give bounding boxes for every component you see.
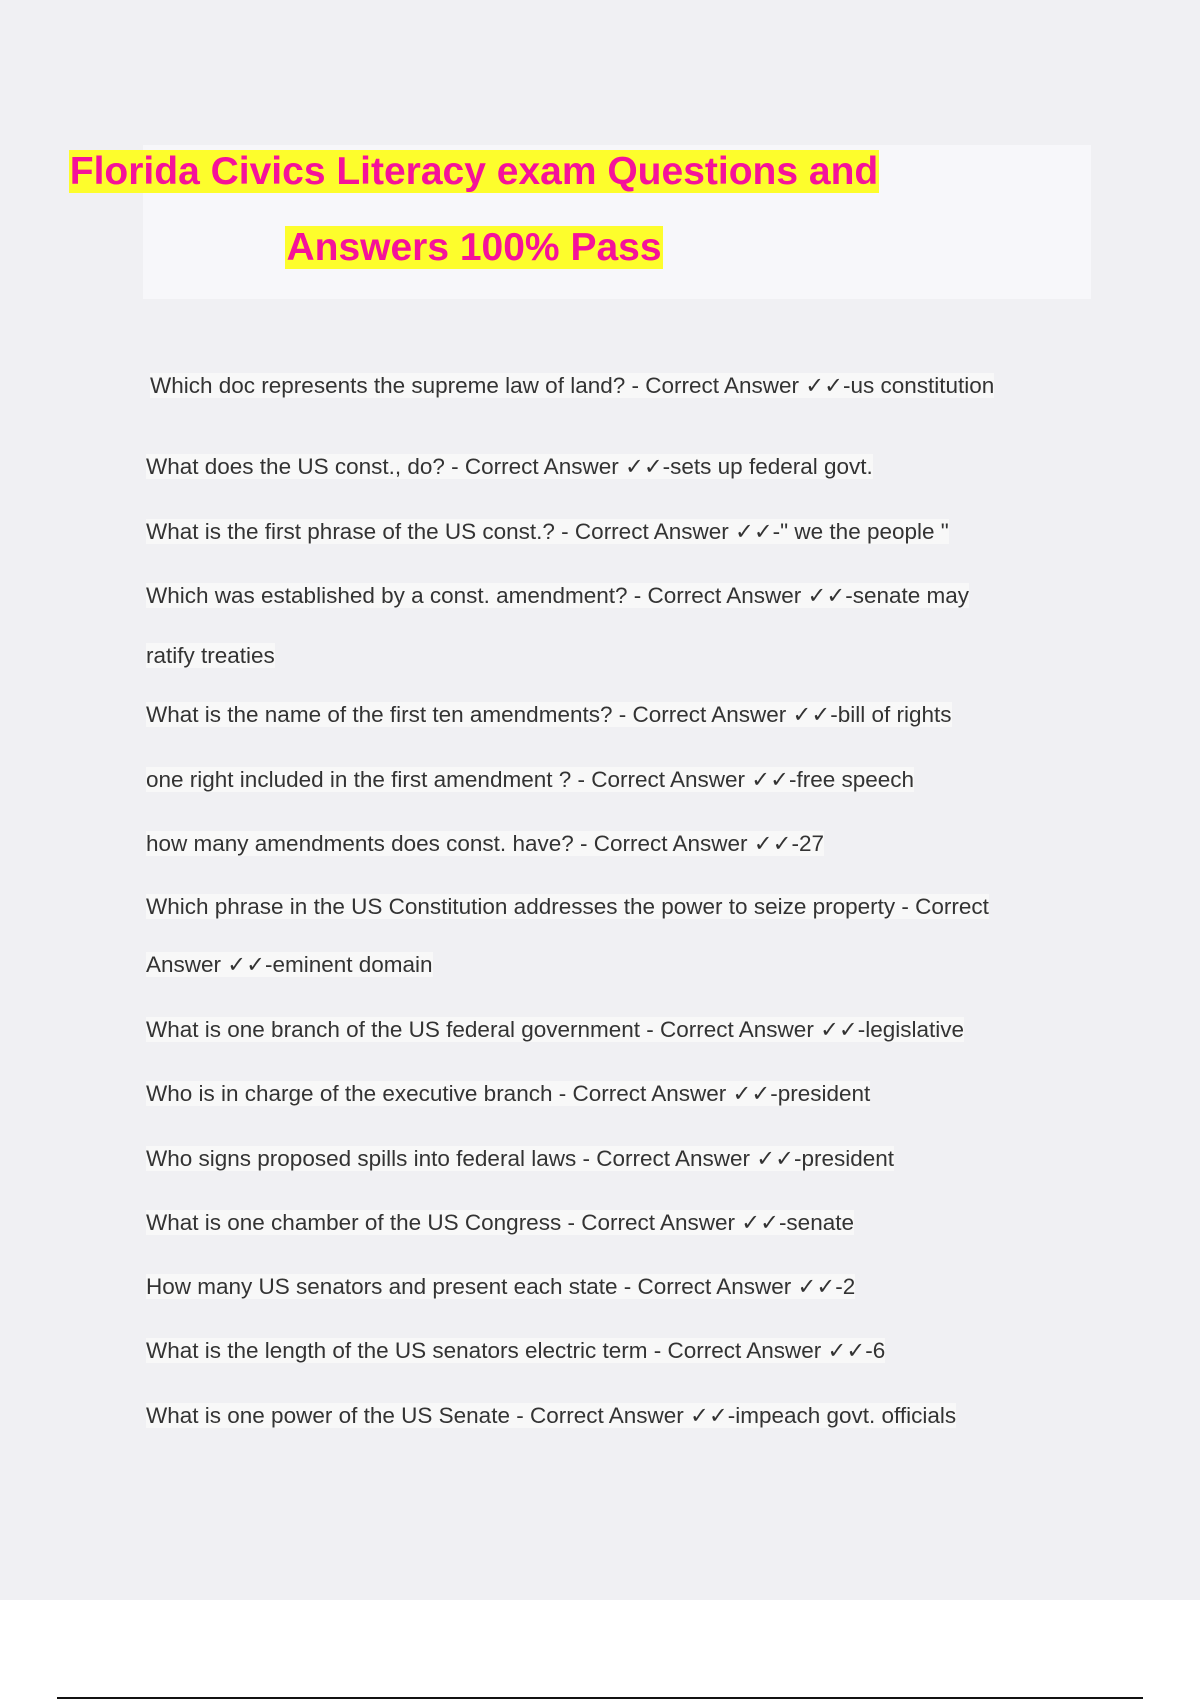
qa-line: What is one chamber of the US Congress - Correct Answer ✓✓-senate <box>146 1210 854 1235</box>
qa-line-continued: ratify treaties <box>146 643 275 668</box>
qa-line: What is one branch of the US federal government - Correct Answer ✓✓-legislative <box>146 1017 965 1042</box>
qa-line: What does the US const., do? - Correct Answer ✓✓-sets up federal govt. <box>146 454 873 479</box>
qa-line: Which was established by a const. amendment? - Correct Answer ✓✓-senate may <box>146 583 970 608</box>
qa-line: What is the first phrase of the US const.? - Correct Answer ✓✓-" we the people " <box>146 519 949 544</box>
qa-line-continued: Answer ✓✓-eminent domain <box>146 952 433 977</box>
document-title-line-2: Answers 100% Pass <box>286 226 662 269</box>
qa-line: How many US senators and present each state - Correct Answer ✓✓-2 <box>146 1274 856 1299</box>
qa-line: Which doc represents the supreme law of land? - Correct Answer ✓✓-us constitution <box>150 373 995 398</box>
qa-line: Who signs proposed spills into federal laws - Correct Answer ✓✓-president <box>146 1146 895 1171</box>
qa-line: how many amendments does const. have? - Correct Answer ✓✓-27 <box>146 831 825 856</box>
qa-line: What is the length of the US senators electric term - Correct Answer ✓✓-6 <box>146 1338 886 1363</box>
document-title-line-1: Florida Civics Literacy exam Questions and <box>69 150 879 193</box>
qa-line: What is one power of the US Senate - Correct Answer ✓✓-impeach govt. officials <box>146 1403 957 1428</box>
footer-divider <box>57 1697 1143 1699</box>
qa-line: Which phrase in the US Constitution addresses the power to seize property - Correct <box>146 894 989 919</box>
qa-line: What is the name of the first ten amendments? - Correct Answer ✓✓-bill of rights <box>146 702 952 727</box>
qa-line: one right included in the first amendment ? - Correct Answer ✓✓-free speech <box>146 767 915 792</box>
qa-line: Who is in charge of the executive branch - Correct Answer ✓✓-president <box>146 1081 871 1106</box>
